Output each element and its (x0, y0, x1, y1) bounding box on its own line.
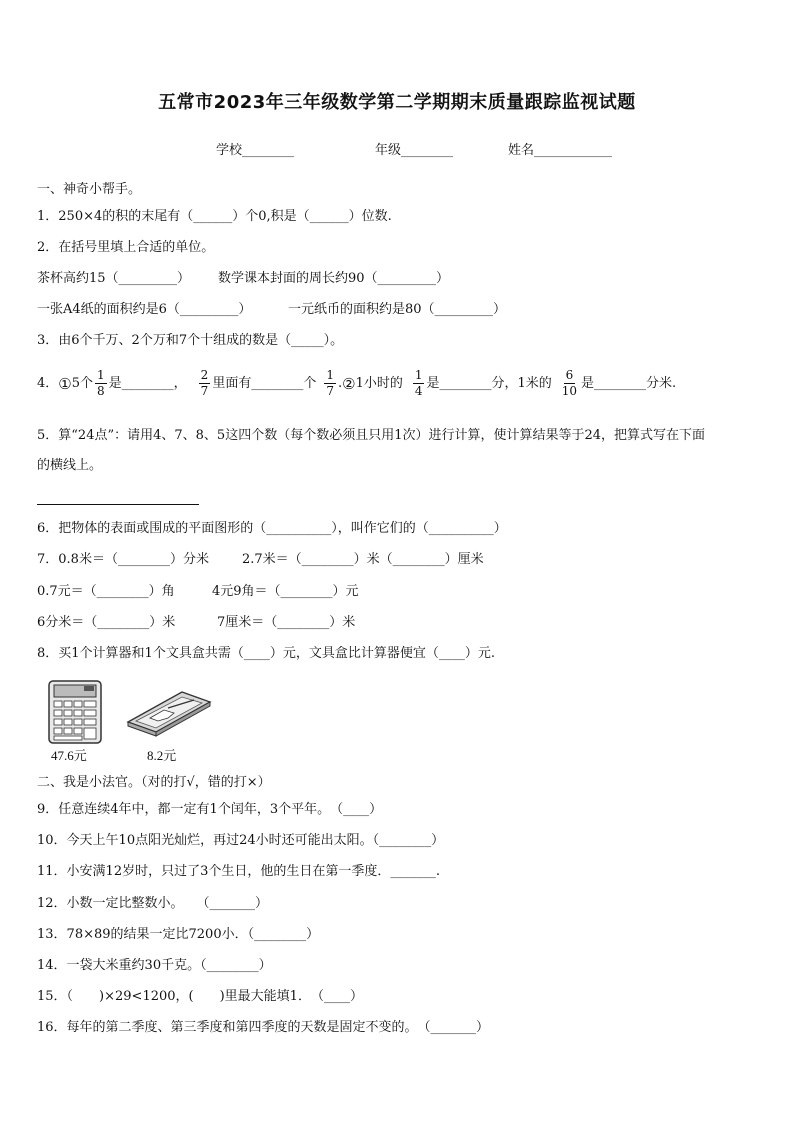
question-12: 12．小数一定比整数小。 （_______） (37, 896, 269, 911)
fraction-1-7: $\frac{1}{7}$ (326, 368, 334, 398)
question-8: 8．买1个计算器和1个文具盒共需（____）元，文具盒比计算器便宜（____）元. (37, 646, 495, 661)
fraction-2-7: $\frac{2}{7}$ (200, 368, 209, 398)
q4-text-g: 是________分米. (581, 375, 677, 391)
question-1: 1．250×4的积的末尾有（______）个0,积是（______）位数. (37, 209, 392, 224)
circle-one-mark: ① (58, 374, 72, 393)
question-2b: 数学课本封面的周长约90（_________） (218, 271, 450, 286)
question-14: 14．一袋大米重约30千克。（________） (37, 958, 272, 973)
question-16: 16．每年的第二季度、第三季度和第四季度的天数是固定不变的。 （_______） (37, 1020, 490, 1035)
question-3: 3．由6个千万、2个万和7个十组成的数是（_____）。 (37, 333, 344, 348)
q4-text-f: 是________分，1米的 (426, 375, 552, 391)
question-6: 6．把物体的表面或围成的平面图形的（__________），叫作它们的（__________） (37, 521, 507, 536)
question-7e: 6分米＝（________）米 (37, 615, 176, 630)
question-10: 10．今天上午10点阳光灿烂，再过24小时还可能出太阳。（________） (37, 833, 445, 848)
pencil-case-image (124, 688, 214, 738)
question-7a: 7．0.8米＝（________）分米 (37, 552, 209, 567)
question-11: 11．小安满12岁时，只过了3个生日，他的生日在第一季度．_______. (37, 864, 440, 879)
fraction-6-10: $\frac{6}{10}$ (561, 368, 578, 398)
section-2-heading: 二、我是小法官。（对的打√，错的打×） (37, 775, 271, 790)
question-7b: 2.7米＝（________）米（________）厘米 (242, 552, 484, 567)
q4-text-b: 是________， (108, 375, 187, 391)
answer-line (37, 504, 199, 505)
question-5-line-2: 的横线上。 (37, 458, 103, 473)
question-7f: 7厘米＝（________）米 (217, 615, 356, 630)
question-9: 9．任意连续4年中，都一定有1个闰年，3个平年。 （____） (37, 802, 383, 817)
question-2d: 一元纸币的面积约是80（_________） (288, 302, 507, 317)
calculator-icon (48, 680, 102, 744)
question-2a: 茶杯高约15（_________） (37, 271, 191, 286)
circle-two-mark: ② (342, 374, 356, 393)
grade-field: 年级________ (375, 143, 454, 158)
calculator-price: 47.6元 (51, 748, 87, 763)
fraction-1-4: $\frac{1}{4}$ (414, 368, 423, 398)
question-13: 13．78×89的结果一定比7200小．（________） (37, 927, 320, 942)
question-4 (37, 368, 676, 399)
q4-text-e: 1小时的 (355, 375, 403, 391)
calculator-image (48, 680, 102, 744)
q4-text-a: 5个 (71, 375, 94, 391)
page-title: 五常市2023年三年级数学第二学期期末质量跟踪监视试题 (158, 92, 636, 113)
question-5-line-1: 5．算“24点”：请用4、7、8、5这四个数（每个数必须且只用1次）进行计算，使计算结果等于24，把算式写在下面 (37, 428, 706, 443)
section-1-heading: 一、神奇小帮手。 (37, 182, 142, 197)
pencil-case-icon (124, 688, 214, 738)
name-field: 姓名____________ (508, 143, 613, 158)
q4-text-c: 里面有________个 (212, 375, 317, 391)
q4-text-d: . (337, 375, 343, 391)
fraction-1-8: $\frac{1}{8}$ (97, 368, 105, 398)
q4-number: 4． (37, 375, 59, 391)
question-2c: 一张A4纸的面积约是6（_________） (37, 302, 252, 317)
school-field: 学校________ (216, 143, 295, 158)
question-7d: 4元9角＝（________）元 (212, 584, 359, 599)
pencil-case-price: 8.2元 (147, 748, 177, 763)
question-15: 15．（ )×29<1200，( )里最大能填1． （____） (37, 989, 363, 1004)
question-2: 2．在括号里填上合适的单位。 (37, 240, 215, 255)
question-7c: 0.7元＝（________）角 (37, 584, 175, 599)
